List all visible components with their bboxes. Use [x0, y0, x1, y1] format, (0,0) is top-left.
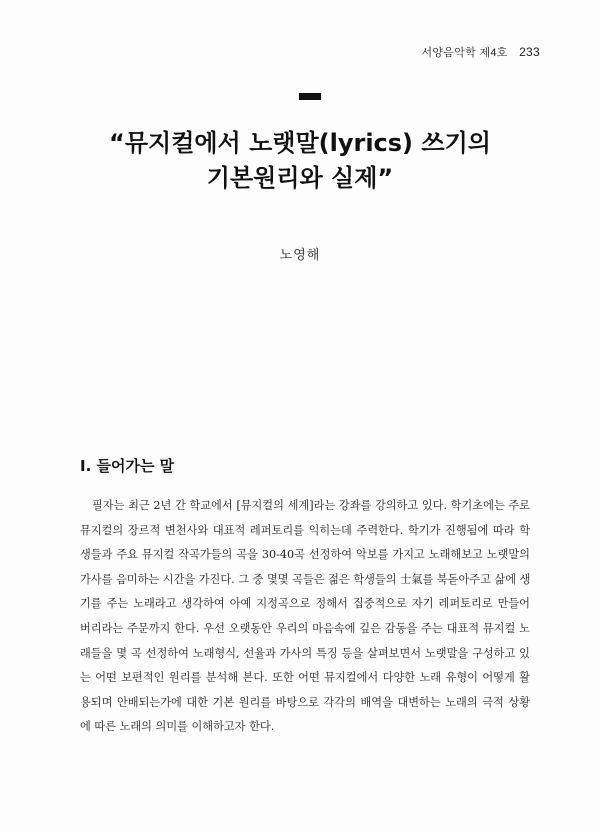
article-title — [0, 126, 600, 196]
page-number: 233 — [519, 45, 540, 59]
journal-name: 서양음악학 제4호 — [421, 47, 508, 59]
paragraph-line: 에 따른 노래의 의미를 이해하고자 한다. — [80, 720, 275, 734]
paragraph-line: 용되며 안배되는가에 대한 기본 원리를 바탕으로 각각의 배역을 대변하는 노래의 극적 상황 — [80, 695, 530, 709]
paragraph-line: 생들과 주요 뮤지컬 작곡가들의 곡을 30-40곡 선정하여 악보를 가지고 노래해보고 노랫말의 — [80, 548, 530, 562]
title-ornament-bar — [299, 93, 321, 100]
paragraph-line: 가사를 음미하는 시간을 가진다. 그 중 몇몇 곡들은 젊은 학생들의 士氣를 북돋아주고 삶에 생 — [80, 572, 531, 586]
paragraph-line: 래들을 몇 곡 선정하여 노래형식, 선율과 가사의 특징 등을 살펴보면서 노랫말을 구성하고 있 — [80, 646, 530, 660]
title-line-1: “뮤지컬에서 노랫말(lyrics) 쓰기의 — [109, 129, 491, 157]
author-name: 노영해 — [279, 248, 321, 263]
paragraph-line: 뮤지컬의 장르적 변천사와 대표적 레퍼토리를 익히는데 주력한다. 학기가 진행됨에 따라 학 — [80, 523, 530, 537]
paragraph-line: 필자는 최근 2년 간 학교에서 [뮤지컬의 세계]라는 강좌를 강의하고 있다. 학기초에는 주로 — [92, 499, 530, 512]
section-heading: I. 들어가는 말 — [80, 457, 175, 475]
running-head — [421, 44, 540, 60]
paragraph-line: 기를 주는 노래라고 생각하여 아예 지정곡으로 정해서 집중적으로 자기 레퍼토리로 만들어 — [80, 597, 530, 611]
body-paragraph — [80, 494, 530, 740]
paragraph-line: 는 어떤 보편적인 원리를 분석해 본다. 또한 어떤 뮤지컬에서 다양한 노래 유형이 어떻게 활 — [80, 671, 530, 685]
paragraph-line: 버리라는 주문까지 한다. 우선 오랫동안 우리의 마음속에 깊은 감동을 주는 대표적 뮤지컬 노 — [80, 621, 530, 635]
title-line-2: 기본원리와 실제” — [206, 164, 394, 192]
